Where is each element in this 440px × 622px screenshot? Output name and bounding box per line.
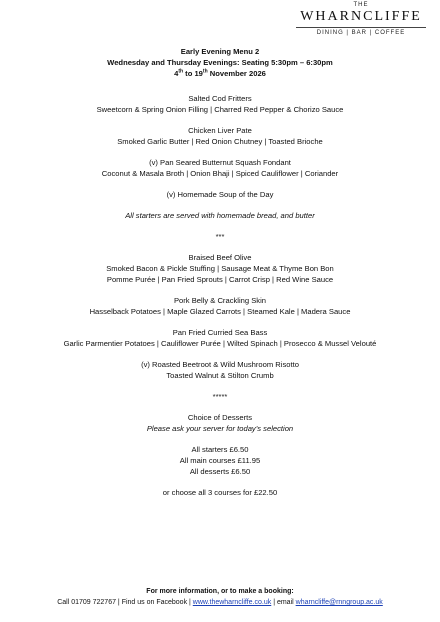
price-mains: All main courses £11.95 (179, 456, 261, 465)
starter-name: (v) Homemade Soup of the Day (166, 190, 274, 199)
price-combo: or choose all 3 courses for £22.50 (162, 488, 278, 497)
date-end-suffix: th (202, 68, 208, 75)
date-start-suffix: th (178, 68, 184, 75)
price-starters: All starters £6.50 (191, 445, 249, 454)
separator: *** (215, 232, 225, 241)
main-name: Pork Belly & Crackling Skin (173, 296, 266, 305)
main-desc: Smoked Bacon & Pickle Stuffing | Sausage Meat & Thyme Bon Bon (106, 264, 334, 273)
footer-contact (0, 597, 440, 608)
footer-email-label: | email (271, 599, 296, 606)
main-name: (v) Roasted Beetroot & Wild Mushroom Risotto (141, 360, 299, 369)
menu-dates (0, 68, 440, 79)
logo-name: WHARNCLIFFE (300, 9, 422, 24)
desserts-note: Please ask your server for today’s selection (146, 424, 294, 433)
separator: ***** (212, 392, 228, 401)
date-rest: November 2026 (207, 69, 266, 78)
starters-note: All starters are served with homemade bread, and butter (125, 211, 315, 220)
logo-divider (296, 27, 426, 28)
footer-title: For more information, or to make a booking: (146, 588, 294, 595)
main-desc: Pomme Purée | Pan Fried Sprouts | Carrot Crisp | Red Wine Sauce (106, 275, 334, 284)
date-start: 4 (174, 69, 179, 78)
menu-title: Early Evening Menu 2 (180, 47, 260, 56)
footer-call: Call 01709 722767 | Find us on Facebook | (57, 599, 193, 606)
desserts-title: Choice of Desserts (187, 413, 253, 422)
starter-name: Chicken Liver Pate (188, 126, 252, 135)
email-link[interactable]: wharncliffe@rnngroup.ac.uk (295, 599, 383, 606)
footer (0, 586, 440, 608)
menu-subtitle: Wednesday and Thursday Evenings: Seating 5:30pm – 6:30pm (107, 58, 333, 67)
date-mid: to 19 (183, 69, 203, 78)
starter-desc: Coconut & Masala Broth | Onion Bhaji | Spiced Cauliflower | Coriander (101, 169, 339, 178)
starter-desc: Sweetcorn & Spring Onion Filling | Charred Red Pepper & Chorizo Sauce (96, 105, 344, 114)
logo-the: THE (353, 2, 369, 8)
main-desc: Hasselback Potatoes | Maple Glazed Carrots | Steamed Kale | Madera Sauce (89, 307, 351, 316)
starter-desc: Smoked Garlic Butter | Red Onion Chutney | Toasted Brioche (117, 137, 323, 146)
menu-body (0, 46, 440, 498)
website-link[interactable]: www.thewharncliffe.co.uk (192, 599, 272, 606)
main-name: Pan Fried Curried Sea Bass (172, 328, 268, 337)
main-name: Braised Beef Olive (188, 253, 252, 262)
starter-name: (v) Pan Seared Butternut Squash Fondant (149, 158, 291, 167)
price-desserts: All desserts £6.50 (189, 467, 251, 476)
wharncliffe-logo (290, 2, 432, 37)
starter-name: Salted Cod Fritters (188, 94, 252, 103)
logo-tagline: DINING | BAR | COFFEE (316, 30, 406, 36)
main-desc: Toasted Walnut & Stilton Crumb (166, 371, 274, 380)
main-desc: Garlic Parmentier Potatoes | Cauliflower Purée | Wilted Spinach | Prosecco & Mussel Velouté (63, 339, 377, 348)
